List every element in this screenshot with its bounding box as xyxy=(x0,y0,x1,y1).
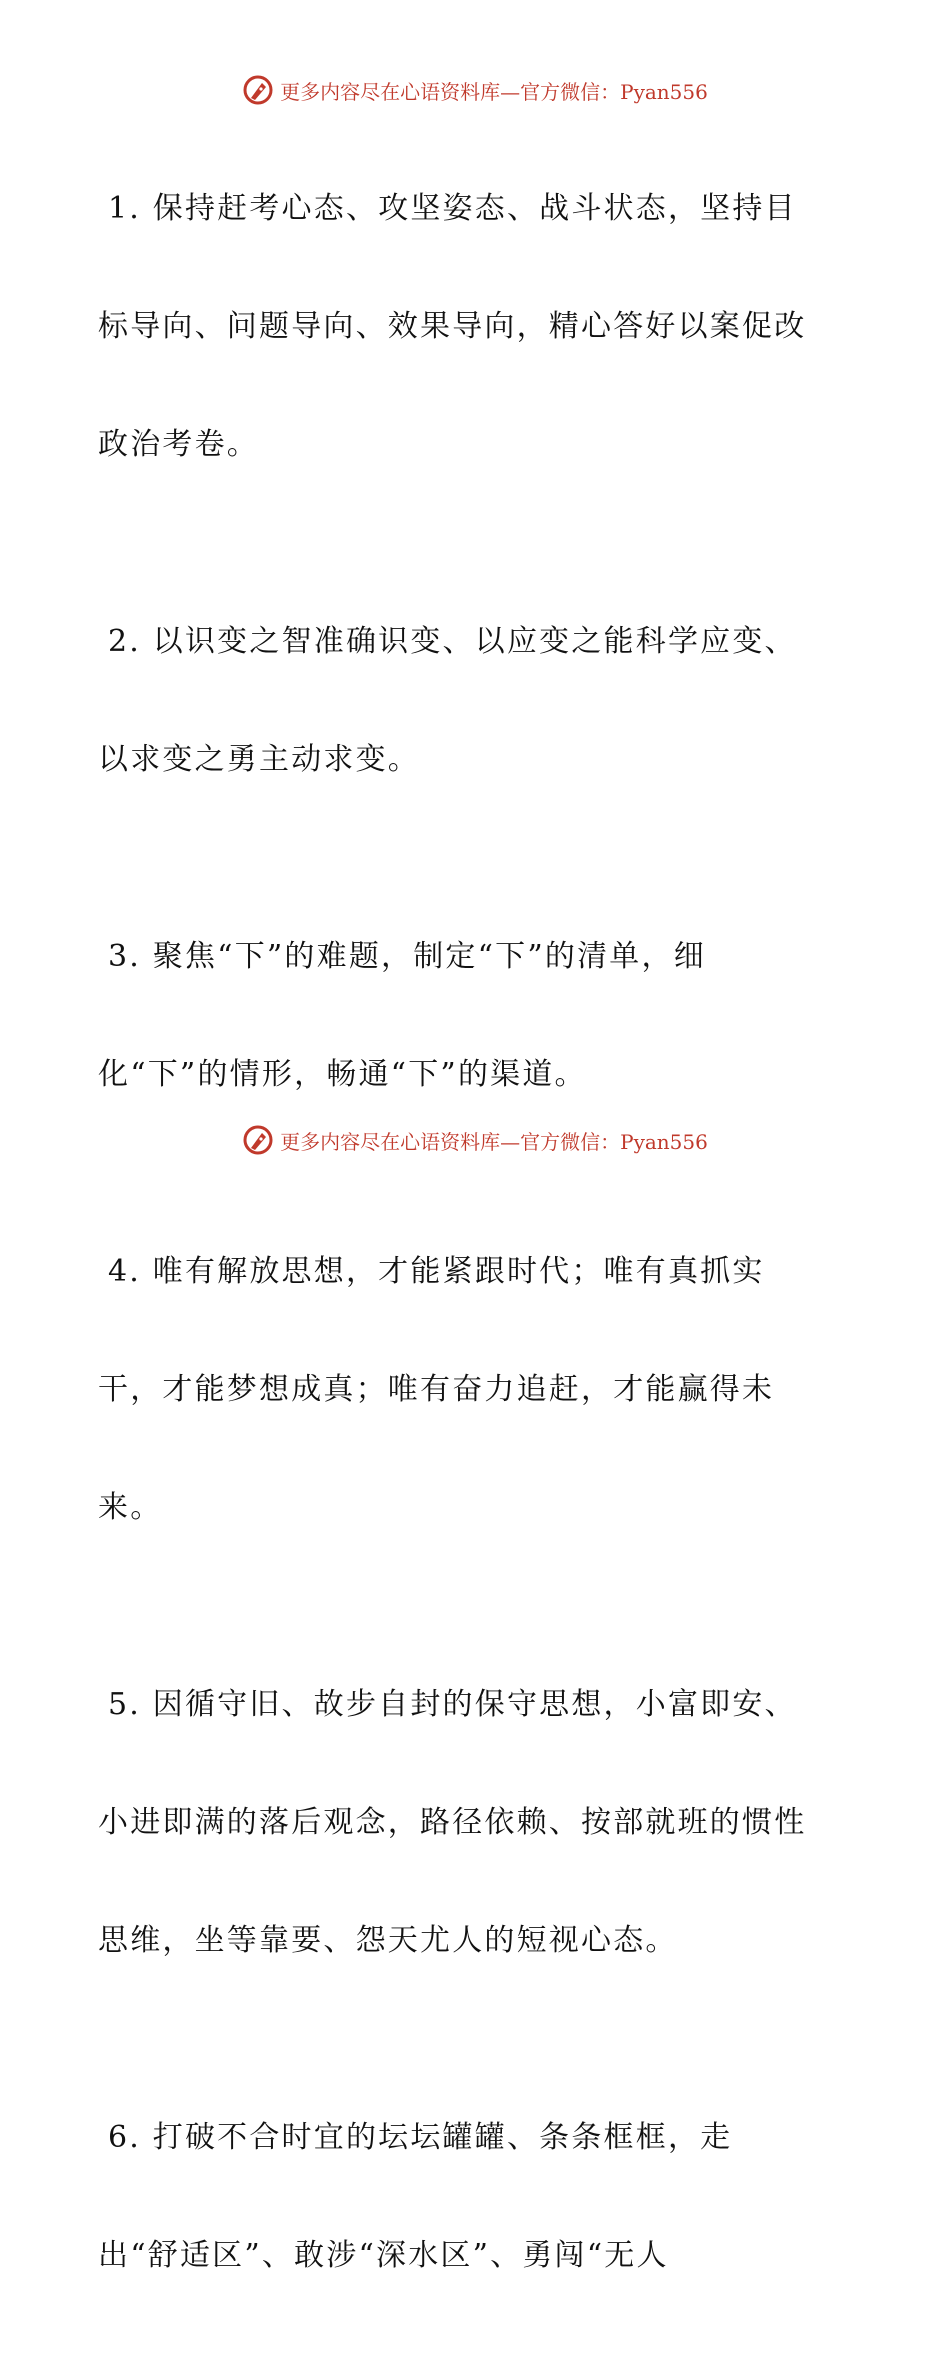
text-line: 政治考卷。 xyxy=(98,427,259,462)
watermark-text: 更多内容尽在心语资料库—官方微信：Pyan556 xyxy=(280,79,708,104)
text-line: 来。 xyxy=(98,1490,163,1525)
pen-nib-circle-icon xyxy=(242,74,274,106)
text-line: 5. 因循守旧、故步自封的保守思想，小富即安、 xyxy=(108,1687,797,1722)
header-watermark xyxy=(0,70,950,110)
pen-nib-circle-icon xyxy=(242,1124,274,1156)
text-line: 2. 以识变之智准确识变、以应变之能科学应变、 xyxy=(108,624,797,659)
text-line: 小进即满的落后观念，路径依赖、按部就班的惯性 xyxy=(98,1805,807,1840)
paragraph-4 xyxy=(98,1183,868,1596)
text-line: 出“舒适区”、敢涉“深水区”、勇闯“无人 xyxy=(98,2238,669,2273)
paragraph-1 xyxy=(98,120,868,533)
watermark-text: 更多内容尽在心语资料库—官方微信：Pyan556 xyxy=(280,1129,708,1154)
text-line: 干，才能梦想成真；唯有奋力追赶，才能赢得未 xyxy=(98,1372,775,1407)
text-line: 标导向、问题导向、效果导向，精心答好以案促改 xyxy=(98,309,807,344)
footer-watermark xyxy=(0,1120,950,1160)
text-line: 6. 打破不合时宜的坛坛罐罐、条条框框，走 xyxy=(108,2120,733,2155)
text-line: 4. 唯有解放思想，才能紧跟时代；唯有真抓实 xyxy=(108,1254,765,1289)
text-line: 3. 聚焦“下”的难题，制定“下”的清单，细 xyxy=(108,939,706,974)
paragraph-5 xyxy=(98,1616,868,2029)
text-line: 思维，坐等靠要、怨天尤人的短视心态。 xyxy=(98,1923,678,1958)
text-line: 以求变之勇主动求变。 xyxy=(98,742,420,777)
paragraph-3 xyxy=(98,868,868,1163)
paragraph-6 xyxy=(98,2049,868,2344)
text-line: 1. 保持赶考心态、攻坚姿态、战斗状态，坚持目 xyxy=(108,191,797,226)
text-line: 化“下”的情形，畅通“下”的渠道。 xyxy=(98,1057,587,1092)
document-body xyxy=(98,120,868,2364)
paragraph-2 xyxy=(98,553,868,848)
